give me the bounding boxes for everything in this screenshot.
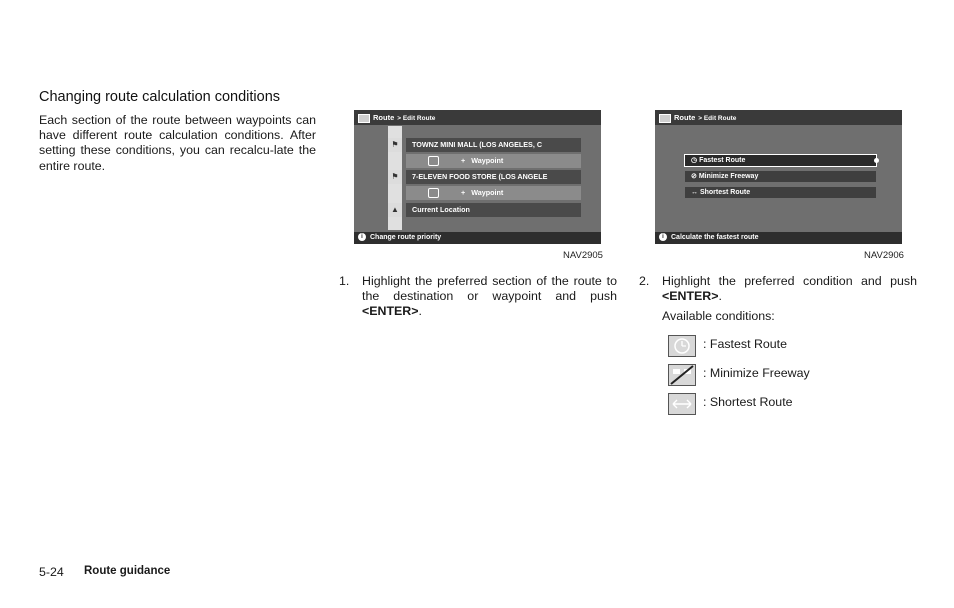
condition-label: : Fastest Route [703,337,788,351]
option-shortest-route[interactable]: ↔ Shortest Route [685,187,876,198]
no-freeway-icon: ⊘ [691,173,699,180]
car-icon: ▲ [388,203,402,217]
nav-screen-route-conditions [655,110,902,244]
status-bar: i Calculate the fastest route [655,232,902,244]
page-number: 5-24 [39,565,64,579]
route-icon [358,114,370,123]
figure-caption: NAV2905 [563,250,603,261]
option-minimize-freeway[interactable]: ⊘ Minimize Freeway [685,171,876,182]
nav-screen-edit-route [354,110,601,244]
step-2: 2. Highlight the preferred condition and push <ENTER>. [639,274,917,304]
selected-indicator [874,158,879,163]
route-point-row[interactable]: Current Location [406,203,581,217]
route-section-row[interactable]: + Waypoint [406,186,581,200]
route-point-row[interactable]: TOWNZ MINI MALL (LOS ANGELES, C [406,138,581,152]
flag-icon: ⚑ [388,170,402,184]
option-fastest-route[interactable]: ◷ Fastest Route [685,155,876,166]
figure-caption: NAV2906 [864,250,904,261]
screen-title-bar: Route > Edit Route [655,110,902,125]
condition-label: : Shortest Route [703,395,793,409]
clock-icon [668,335,696,357]
route-section-row[interactable]: + Waypoint [406,154,581,168]
enter-key: <ENTER> [662,289,719,304]
clock-icon [428,156,439,166]
intro-paragraph: Each section of the route between waypoints can have different route calculation conditions. After setting these conditions, you can recalcu-late the entire route. [39,113,316,173]
short-route-icon [668,393,696,415]
available-conditions-label: Available conditions: [662,309,775,323]
route-point-row[interactable]: 7-ELEVEN FOOD STORE (LOS ANGELE [406,170,581,184]
info-icon: i [358,233,366,241]
info-icon: i [659,233,667,241]
flag-icon: ⚑ [388,138,402,152]
clock-icon: ◷ [691,157,700,164]
status-bar: i Change route priority [354,232,601,244]
section-heading: Changing route calculation conditions [39,89,281,105]
no-freeway-icon [668,364,696,386]
condition-label: : Minimize Freeway [703,366,810,380]
step-1: 1. Highlight the preferred section of the route to the destination or waypoint and push <ENTER>. [339,274,617,319]
route-icon [659,114,671,123]
clock-icon [428,188,439,198]
enter-key: <ENTER> [362,304,419,319]
short-route-icon: ↔ [691,189,700,196]
chapter-title: Route guidance [84,565,171,577]
screen-title-bar: Route > Edit Route [354,110,601,125]
